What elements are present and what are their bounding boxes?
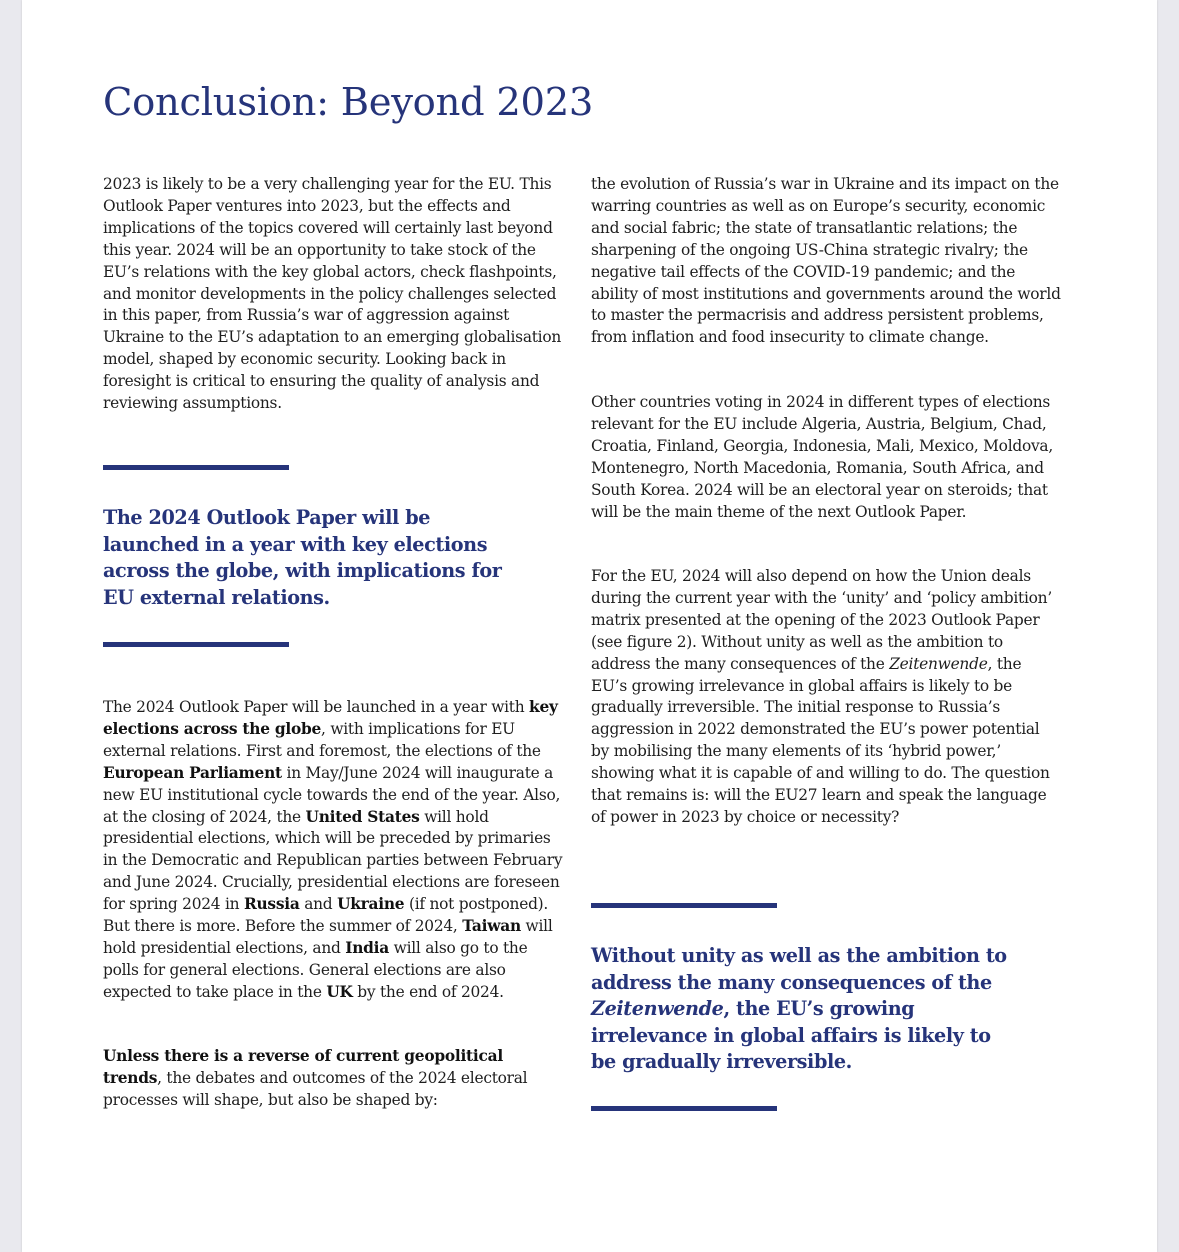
text-run: will also go to the polls for general elections. General elections are also expected to take place in the [103,938,528,1001]
italic-text-run: Zeitenwende [591,997,724,1020]
unity-paragraph [591,566,1061,829]
bold-text-run: Unless there is a reverse of current geopolitical trends [103,1047,503,1087]
pullquote-right [591,943,1021,1076]
text-run: , the EU’s growing irrelevance in global affairs is likely to be gradually irreversible. [591,997,991,1073]
pullquote-bottom-rule-left [103,642,289,647]
bold-text-run: Taiwan [462,917,521,936]
text-run: and [299,895,338,914]
elections-paragraph [103,697,563,1004]
pullquote-bottom-rule-right [591,1106,777,1111]
text-run: The 2024 Outlook Paper will be launched in a year with [103,698,530,716]
page-title: Conclusion: Beyond 2023 [103,80,594,125]
bold-text-run: European Parliament [103,763,282,782]
bold-text-run: UK [326,982,353,1001]
text-run: will hold presidential elections, which will be preceded by primaries in the Democratic and Republican parties between February and June 2024. Crucially, presidential elections are foreseen for spring 2024 in [103,807,563,914]
bold-text-run: Russia [243,895,300,914]
text-run: Without unity as well as the ambition to address the many consequences of the [591,944,1007,994]
italic-text-run: Zeitenwende [889,654,988,673]
text-run: will hold presidential elections, and [103,917,553,957]
intro-paragraph: 2023 is likely to be a very challenging year for the EU. This Outlook Paper ventures into 2023, but the effects and implications of the topics covered will certainly last beyond this year. 2024 will be an opportunity to take stock of the EU’s relations with the key global actors, check flashpoints, and monitor developments in the policy challenges selected in this paper, from Russia’s war of aggression against Ukraine to the EU’s adaptation to an emerging globalisation model, shaped by economic security. Looking back in foresight is critical to ensuring the quality of analysis and reviewing assumptions. [103,175,562,413]
bold-text-run: key elections across the globe [103,698,558,738]
trends-paragraph [103,1046,563,1112]
text-run: (if not postponed). But there is more. Before the summer of 2024, [103,895,549,936]
pullquote-top-rule-left [103,465,289,470]
text-run: For the EU, 2024 will also depend on how the Union deals during the current year with the ‘unity’ and ‘policy ambition’ matrix presented at the opening of the 2023 Outlook Paper (see figure 2). Without unity as well as the ambition to address the many consequences of the [591,567,1052,673]
pullquote-top-rule-right [591,903,777,908]
countries-paragraph: Other countries voting in 2024 in different types of elections relevant for the EU include Algeria, Austria, Belgium, Chad, Croatia, Finland, Georgia, Indonesia, Mali, Mexico, Moldova, Montenegro, North Macedonia, Romania, South Africa, and South Korea. 2024 will be an electoral year on steroids; that will be the main theme of the next Outlook Paper. [591,393,1054,521]
bold-text-run: Ukraine [337,895,405,914]
text-run: , the EU’s growing irrelevance in global affairs is likely to be gradually irreversible. The initial response to Russia’s aggression in 2022 demonstrated the EU’s power potential by mobilising the many elements of its ‘hybrid power,’ showing what it is capable of and willing to do. The question that remains is: will the EU27 learn and speak the language of power in 2023 by choice or necessity? [591,654,1050,826]
document-page [22,0,1157,1252]
text-run: in May/June 2024 will inaugurate a new EU institutional cycle towards the end of the year. Also, at the closing of 2024, the [103,763,561,826]
text-run: by the end of 2024. [352,982,504,1001]
pullquote-left: The 2024 Outlook Paper will be launched in a year with key elections across the globe, with implications for EU external relations. [103,506,502,609]
bold-text-run: India [345,938,389,957]
factors-paragraph: the evolution of Russia’s war in Ukraine and its impact on the warring countries as well as on Europe’s security, economic and social fabric; the state of transatlantic relations; the sharpening of the ongoing US-China strategic rivalry; the negative tail effects of the COVID-19 pandemic; and the ability of most institutions and governments around the world to master the permacrisis and address persistent problems, from inflation and food insecurity to climate change. [591,175,1061,347]
text-run: , the debates and outcomes of the 2024 electoral processes will shape, but also be shaped by: [103,1068,528,1109]
text-run: , with implications for EU external relations. First and foremost, the elections of the [103,719,541,760]
bold-text-run: United States [305,807,420,826]
